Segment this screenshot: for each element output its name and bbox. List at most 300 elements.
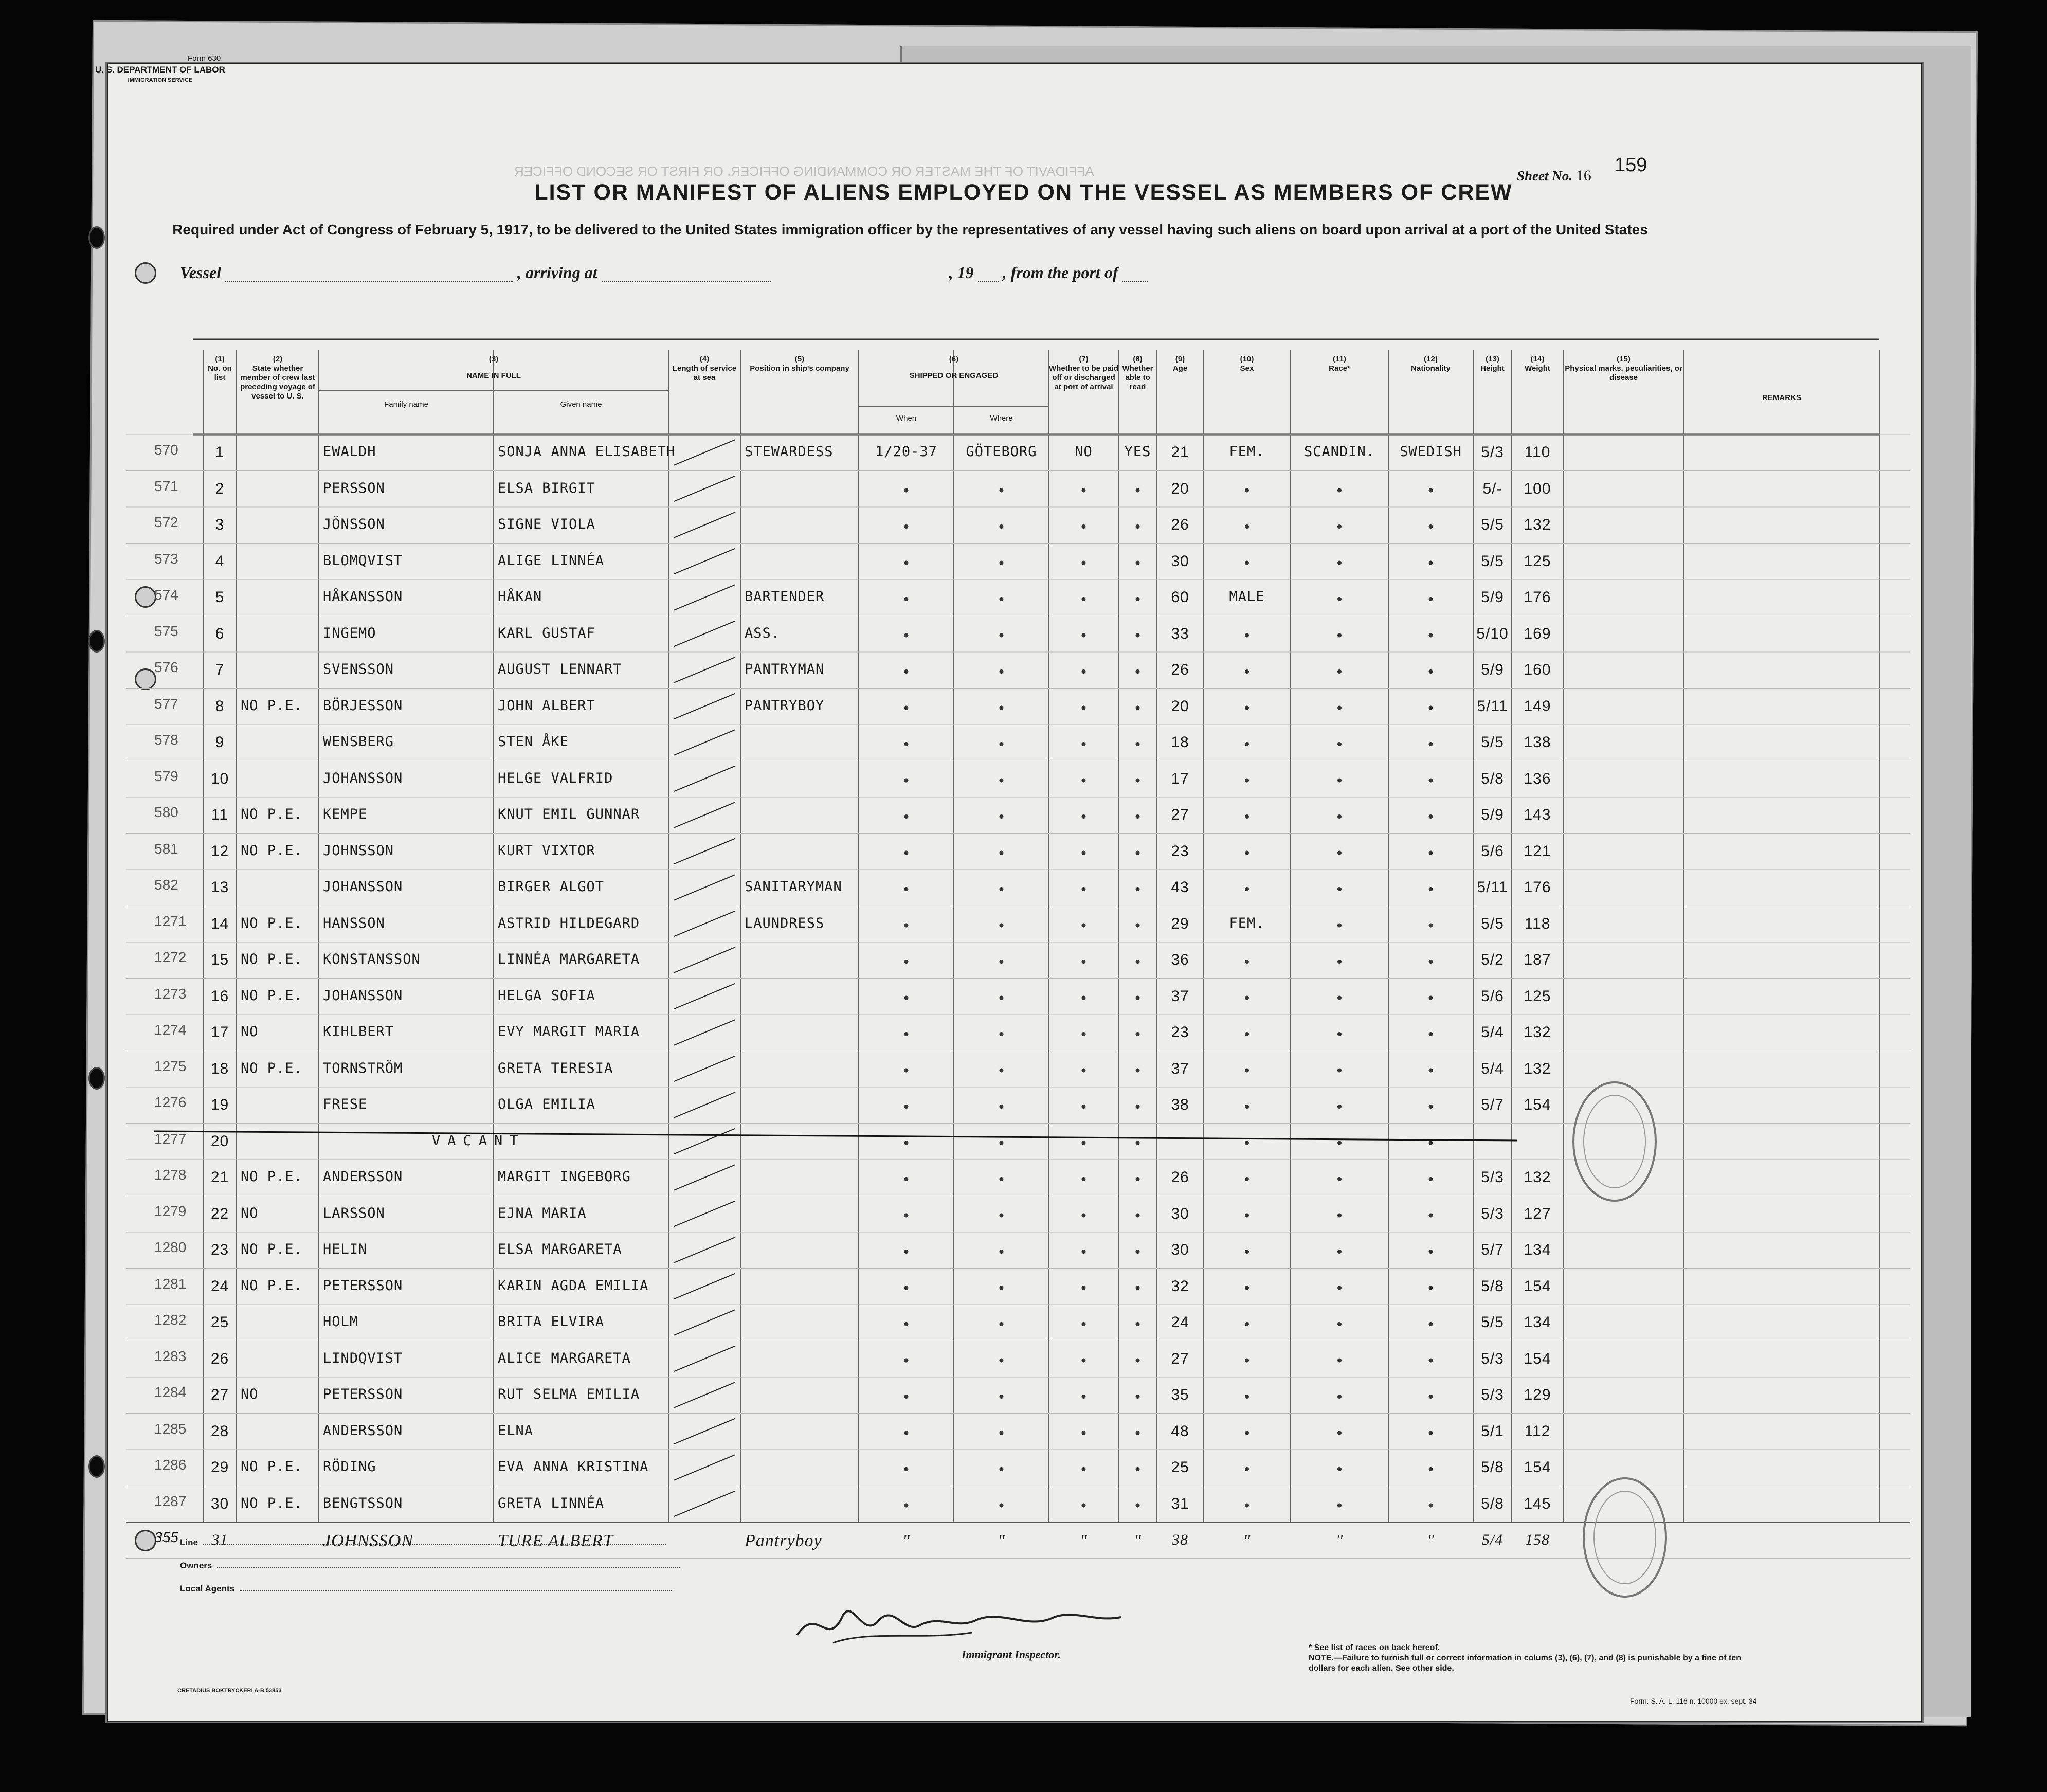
cell-height: 5/5 bbox=[1481, 915, 1504, 932]
cell-family: PERSSON bbox=[323, 480, 385, 496]
cell-weight: 118 bbox=[1524, 915, 1551, 932]
cell-weight: 125 bbox=[1524, 552, 1551, 570]
document-title: LIST OR MANIFEST OF ALIENS EMPLOYED ON THE VESSEL AS MEMBERS OF CREW bbox=[534, 180, 1513, 205]
department-name: U. S. DEPARTMENT OF LABOR bbox=[95, 65, 225, 75]
cell-height: 5/5 bbox=[1481, 516, 1504, 533]
ditto-mark bbox=[1082, 960, 1086, 964]
cell-weight: 138 bbox=[1524, 734, 1551, 751]
ditto-mark bbox=[1337, 1250, 1342, 1254]
cell-weight: 136 bbox=[1524, 770, 1551, 787]
cell-age: 31 bbox=[1171, 1495, 1189, 1512]
ditto-mark bbox=[1337, 561, 1342, 565]
column-number: (2) bbox=[273, 355, 283, 364]
footer-agents-label: Local Agents bbox=[180, 1584, 235, 1594]
cell-family: INGEMO bbox=[323, 625, 376, 641]
column-subheader: Family name bbox=[384, 400, 428, 409]
ditto-mark bbox=[904, 1359, 909, 1363]
ditto-mark bbox=[1245, 706, 1249, 710]
cell-no: 6 bbox=[215, 625, 225, 642]
ditto-mark bbox=[1245, 524, 1249, 529]
line-number: 571 bbox=[154, 478, 178, 494]
column-header bbox=[1118, 355, 1157, 392]
ditto-mark bbox=[1245, 887, 1249, 891]
cell-family: TORNSTRÖM bbox=[323, 1060, 403, 1076]
ditto-mark bbox=[1082, 1032, 1086, 1036]
cell-no: 4 bbox=[215, 552, 225, 570]
cell-given: ASTRID HILDEGARD bbox=[498, 915, 640, 931]
ditto-mark bbox=[1337, 488, 1342, 493]
cell-height: 5/3 bbox=[1481, 1386, 1504, 1403]
ditto-mark bbox=[1245, 1467, 1249, 1471]
ditto-mark bbox=[1429, 561, 1433, 565]
cell-family: BLOMQVIST bbox=[323, 552, 403, 569]
ditto-stroke bbox=[674, 1056, 735, 1082]
ditto-mark bbox=[904, 924, 909, 928]
ditto-mark bbox=[904, 960, 909, 964]
ditto-mark bbox=[1000, 851, 1004, 855]
ditto-mark bbox=[1429, 669, 1433, 674]
sheet-label: Sheet No. bbox=[1517, 168, 1572, 184]
cell-weight: 129 bbox=[1524, 1386, 1551, 1403]
ditto-stroke bbox=[674, 911, 735, 937]
ditto-mark bbox=[1082, 561, 1086, 565]
cell-no: 24 bbox=[210, 1277, 229, 1295]
cell-family: BENGTSSON bbox=[323, 1495, 403, 1511]
ditto-mark bbox=[1429, 779, 1433, 783]
line-number: 1280 bbox=[154, 1239, 187, 1255]
cell-height: 5/4 bbox=[1481, 1024, 1504, 1041]
ditto-mark bbox=[1136, 1359, 1140, 1363]
cell-age: 18 bbox=[1171, 734, 1189, 751]
ditto-mark bbox=[1082, 996, 1086, 1000]
ditto-mark bbox=[904, 1105, 909, 1109]
cell-weight: 158 bbox=[1525, 1531, 1550, 1548]
cell-no: 23 bbox=[210, 1241, 229, 1258]
ditto-mark bbox=[904, 996, 909, 1000]
ditto-mark bbox=[1337, 1069, 1342, 1073]
cell-family: HOLM bbox=[323, 1314, 359, 1330]
ditto-mark bbox=[1136, 1250, 1140, 1254]
cell-family: KEMPE bbox=[323, 806, 368, 822]
cell-family: HÅKANSSON bbox=[323, 589, 403, 605]
cell-given: HÅKAN bbox=[498, 589, 542, 605]
column-header bbox=[237, 355, 319, 401]
column-number: (15) bbox=[1617, 355, 1631, 364]
ditto-mark bbox=[1000, 488, 1004, 493]
cell-prev: NO P.E. bbox=[241, 842, 303, 859]
official-stamp-lower bbox=[1573, 1471, 1676, 1604]
column-label: Sex bbox=[1240, 364, 1254, 373]
cell-no: 14 bbox=[210, 915, 229, 932]
cell-weight: 154 bbox=[1524, 1459, 1551, 1476]
ditto-mark bbox=[1337, 1141, 1342, 1145]
ditto-mark bbox=[1082, 1395, 1086, 1399]
ditto-mark bbox=[904, 1395, 909, 1399]
column-header bbox=[668, 355, 740, 383]
column-header bbox=[1684, 355, 1879, 403]
column-number: (12) bbox=[1424, 355, 1438, 364]
agents-field[interactable] bbox=[240, 1590, 672, 1591]
ditto-mark bbox=[1000, 1141, 1004, 1145]
cell-family: JOHANSSON bbox=[323, 879, 403, 895]
cell-given: KNUT EMIL GUNNAR bbox=[498, 806, 640, 822]
ditto-mark bbox=[1429, 706, 1433, 710]
cell-given: RUT SELMA EMILIA bbox=[498, 1386, 640, 1402]
line-number: 573 bbox=[154, 550, 178, 567]
ditto-mark bbox=[1000, 742, 1004, 746]
cell-prev: NO P.E. bbox=[241, 951, 303, 967]
cell-height: 5/9 bbox=[1481, 806, 1504, 823]
ditto-mark bbox=[1000, 1105, 1004, 1109]
ditto-mark bbox=[1245, 1286, 1249, 1290]
column-label: Position in ship's company bbox=[750, 364, 849, 373]
cell-height: 5/3 bbox=[1481, 1350, 1504, 1367]
ditto-mark bbox=[1000, 887, 1004, 891]
document-subtitle: Required under Act of Congress of February 5, 1917, to be delivered to the United States immigration officer by the representatives of any vessel having such aliens on board upon arrival at a port of the United States bbox=[172, 222, 1648, 238]
ditto-mark bbox=[1000, 1177, 1004, 1181]
cell-height: 5/9 bbox=[1481, 589, 1504, 606]
cell-age: 30 bbox=[1171, 1205, 1189, 1222]
cell-height: 5/3 bbox=[1481, 444, 1504, 461]
ditto-mark bbox=[1082, 706, 1086, 710]
ditto-mark bbox=[1337, 524, 1342, 529]
cell-age: 32 bbox=[1171, 1277, 1189, 1295]
cell-given: HELGE VALFRID bbox=[498, 770, 613, 786]
cell-given: SONJA ANNA ELISABETH bbox=[498, 444, 676, 460]
ditto-mark bbox=[904, 1504, 909, 1508]
ditto-mark bbox=[1337, 779, 1342, 783]
ditto-mark bbox=[904, 561, 909, 565]
cell-where: GÖTEBORG bbox=[966, 444, 1037, 460]
cell-weight: 134 bbox=[1524, 1314, 1551, 1331]
ditto-mark bbox=[1136, 1504, 1140, 1508]
ditto-mark bbox=[904, 669, 909, 674]
cell-height: 5/8 bbox=[1481, 1459, 1504, 1476]
cell-prev: NO P.E. bbox=[241, 697, 303, 714]
cell-given: ALIGE LINNÉA bbox=[498, 552, 605, 569]
cell-sex: FEM. bbox=[1229, 444, 1265, 460]
ditto-mark bbox=[1136, 597, 1140, 601]
ditto-mark bbox=[1429, 488, 1433, 493]
column-header bbox=[1512, 355, 1563, 373]
column-subheader: Where bbox=[990, 414, 1013, 423]
cell-family: KONSTANSSON bbox=[323, 951, 421, 967]
line-number: 577 bbox=[154, 695, 178, 712]
ditto-mark bbox=[1245, 960, 1249, 964]
cell-age: 43 bbox=[1171, 879, 1189, 896]
cell-prev: NO P.E. bbox=[241, 1060, 303, 1076]
column-header bbox=[1563, 355, 1684, 383]
cell-height: 5/6 bbox=[1481, 987, 1504, 1005]
ditto-mark bbox=[1082, 633, 1086, 638]
cell-family: HELIN bbox=[323, 1241, 368, 1257]
ditto-mark bbox=[1082, 1359, 1086, 1363]
line-number: 355 bbox=[154, 1529, 178, 1545]
cell-height: 5/8 bbox=[1481, 1495, 1504, 1512]
column-subheader: When bbox=[896, 414, 917, 423]
cell-position: SANITARYMAN bbox=[745, 879, 842, 895]
line-number: 1284 bbox=[154, 1384, 187, 1400]
ditto-mark bbox=[1245, 1032, 1249, 1036]
cell-age: 60 bbox=[1171, 589, 1189, 606]
owners-field[interactable] bbox=[217, 1567, 680, 1568]
cell-height: 5/- bbox=[1482, 480, 1502, 497]
cell-height: 5/4 bbox=[1481, 1060, 1504, 1077]
ditto-mark bbox=[1245, 669, 1249, 674]
ditto-mark bbox=[1136, 1395, 1140, 1399]
column-label: NAME IN FULL bbox=[466, 371, 521, 380]
ditto-stroke bbox=[674, 1165, 735, 1190]
page-number: 159 bbox=[1615, 154, 1647, 176]
ditto-mark bbox=[904, 706, 909, 710]
ditto-mark bbox=[1082, 1250, 1086, 1254]
ditto-mark bbox=[1245, 814, 1249, 819]
cell-height: 5/10 bbox=[1476, 625, 1509, 642]
ditto-mark bbox=[1136, 1322, 1140, 1326]
cell-age: 29 bbox=[1171, 915, 1189, 932]
ditto-mark bbox=[1136, 706, 1140, 710]
column-number: (13) bbox=[1486, 355, 1499, 364]
cell-no: 25 bbox=[210, 1314, 229, 1331]
column-header bbox=[1157, 355, 1203, 373]
cell-sex: FEM. bbox=[1229, 915, 1265, 931]
column-label: SHIPPED OR ENGAGED bbox=[909, 371, 999, 380]
ditto-mark bbox=[1337, 633, 1342, 638]
ditto-mark bbox=[1000, 1359, 1004, 1363]
ditto-mark bbox=[1429, 1250, 1433, 1254]
cell-given: KARL GUSTAF bbox=[498, 625, 595, 641]
ditto-mark bbox=[1082, 524, 1086, 529]
line-number: 1279 bbox=[154, 1203, 187, 1219]
cell-sex: " bbox=[1243, 1531, 1251, 1550]
ditto-mark bbox=[1082, 1286, 1086, 1290]
ditto-mark bbox=[1429, 887, 1433, 891]
ditto-mark bbox=[1429, 1141, 1433, 1145]
ditto-mark bbox=[1429, 814, 1433, 819]
cell-position: Pantryboy bbox=[745, 1531, 822, 1550]
ditto-mark bbox=[1429, 1032, 1433, 1036]
ditto-stroke bbox=[674, 766, 735, 792]
ditto-mark bbox=[1000, 1431, 1004, 1435]
cell-height: 5/5 bbox=[1481, 1314, 1504, 1331]
cell-height: 5/11 bbox=[1477, 697, 1508, 715]
cell-age: 35 bbox=[1171, 1386, 1189, 1403]
cell-given: MARGIT INGEBORG bbox=[498, 1169, 631, 1185]
cell-height: 5/5 bbox=[1481, 552, 1504, 570]
cell-family: JOHANSSON bbox=[323, 770, 403, 786]
cell-weight: 110 bbox=[1524, 444, 1551, 461]
printer-imprint: CRETADIUS BOKTRYCKERI A-B 53853 bbox=[177, 1688, 282, 1694]
ditto-mark bbox=[1000, 1504, 1004, 1508]
cell-no: 1 bbox=[215, 444, 225, 461]
column-number: (11) bbox=[1333, 355, 1346, 364]
ditto-mark bbox=[904, 597, 909, 601]
ditto-mark bbox=[904, 1177, 909, 1181]
cell-weight: 121 bbox=[1524, 842, 1551, 860]
cell-family: WENSBERG bbox=[323, 734, 394, 750]
ditto-mark bbox=[1000, 669, 1004, 674]
ditto-mark bbox=[1136, 960, 1140, 964]
cell-no: 18 bbox=[210, 1060, 229, 1077]
column-label: Race* bbox=[1329, 364, 1350, 373]
line-number: 1277 bbox=[154, 1130, 187, 1147]
ditto-stroke bbox=[674, 512, 735, 538]
ditto-stroke bbox=[674, 1382, 735, 1408]
inspector-signature bbox=[787, 1594, 1147, 1656]
cell-given: VACANT bbox=[432, 1132, 526, 1149]
ditto-mark bbox=[1337, 1032, 1342, 1036]
ditto-stroke bbox=[674, 1237, 735, 1263]
column-header bbox=[1049, 355, 1118, 392]
column-header bbox=[1291, 355, 1388, 373]
ditto-mark bbox=[1000, 1032, 1004, 1036]
ditto-mark bbox=[1082, 779, 1086, 783]
line-number: 1281 bbox=[154, 1275, 187, 1292]
cell-given: AUGUST LENNART bbox=[498, 661, 622, 677]
ditto-mark bbox=[904, 1032, 909, 1036]
ditto-mark bbox=[1429, 1105, 1433, 1109]
cell-given: ALICE MARGARETA bbox=[498, 1350, 631, 1366]
cell-no: 7 bbox=[215, 661, 225, 678]
ditto-stroke bbox=[674, 947, 735, 973]
cell-weight: 132 bbox=[1524, 516, 1551, 533]
ditto-mark bbox=[1000, 633, 1004, 638]
cell-weight: 112 bbox=[1524, 1422, 1551, 1440]
ditto-mark bbox=[904, 851, 909, 855]
ditto-mark bbox=[1429, 1286, 1433, 1290]
cell-age: 23 bbox=[1171, 842, 1189, 860]
ditto-mark bbox=[1245, 779, 1249, 783]
cell-height: 5/11 bbox=[1477, 879, 1508, 896]
ditto-stroke bbox=[674, 1419, 735, 1444]
cell-position: PANTRYMAN bbox=[745, 661, 825, 677]
cell-no: 28 bbox=[210, 1422, 229, 1440]
cell-age: 20 bbox=[1171, 480, 1189, 497]
ditto-mark bbox=[1082, 1214, 1086, 1218]
ditto-mark bbox=[1245, 742, 1249, 746]
ditto-stroke bbox=[674, 1020, 735, 1045]
cell-age: 38 bbox=[1171, 1096, 1189, 1113]
cell-height: 5/5 bbox=[1481, 734, 1504, 751]
ditto-stroke bbox=[674, 621, 735, 647]
cell-race: " bbox=[1335, 1531, 1344, 1550]
ditto-mark bbox=[1429, 924, 1433, 928]
ditto-mark bbox=[1082, 924, 1086, 928]
line-number: 572 bbox=[154, 514, 178, 530]
ditto-mark bbox=[1429, 960, 1433, 964]
cell-height: 5/8 bbox=[1481, 770, 1504, 787]
ditto-mark bbox=[904, 1322, 909, 1326]
ditto-mark bbox=[1082, 851, 1086, 855]
column-header bbox=[203, 355, 237, 383]
column-label: REMARKS bbox=[1762, 393, 1801, 402]
cell-age: 27 bbox=[1171, 806, 1189, 823]
ditto-stroke bbox=[674, 984, 735, 1009]
cell-given: GRETA TERESIA bbox=[498, 1060, 613, 1076]
cell-age: 26 bbox=[1171, 516, 1189, 533]
cell-given: HELGA SOFIA bbox=[498, 987, 595, 1004]
column-label: Length of service at sea bbox=[672, 364, 737, 382]
cell-when: 1/20-37 bbox=[875, 444, 937, 460]
cell-prev: NO P.E. bbox=[241, 806, 303, 822]
ditto-mark bbox=[1000, 924, 1004, 928]
ditto-mark bbox=[1136, 633, 1140, 638]
cell-weight: 125 bbox=[1524, 987, 1551, 1005]
cell-no: 17 bbox=[210, 1024, 229, 1041]
cell-height: 5/8 bbox=[1481, 1277, 1504, 1295]
ditto-mark bbox=[904, 1467, 909, 1471]
ditto-mark bbox=[1000, 960, 1004, 964]
line-number: 1285 bbox=[154, 1420, 187, 1437]
column-number: (14) bbox=[1530, 355, 1545, 364]
ditto-mark bbox=[1000, 524, 1004, 529]
cell-given: EVA ANNA KRISTINA bbox=[498, 1459, 649, 1475]
column-label: No. on list bbox=[208, 364, 232, 382]
column-header bbox=[1388, 355, 1473, 373]
ditto-mark bbox=[1337, 960, 1342, 964]
ditto-mark bbox=[1136, 488, 1140, 493]
cell-given: ELNA bbox=[498, 1422, 534, 1439]
form-reference: Form. S. A. L. 116 n. 10000 ex. sept. 34 bbox=[1630, 1697, 1757, 1705]
cell-prev: NO P.E. bbox=[241, 987, 303, 1004]
ditto-stroke bbox=[674, 1092, 735, 1118]
cell-family: PETERSSON bbox=[323, 1277, 403, 1294]
ditto-stroke bbox=[674, 875, 735, 900]
ditto-mark bbox=[1429, 742, 1433, 746]
cell-no: 3 bbox=[215, 516, 225, 533]
cell-given: KARIN AGDA EMILIA bbox=[498, 1277, 649, 1294]
ditto-mark bbox=[1429, 1431, 1433, 1435]
column-number: (10) bbox=[1240, 355, 1254, 364]
ditto-mark bbox=[1000, 814, 1004, 819]
ditto-mark bbox=[1337, 851, 1342, 855]
ditto-mark bbox=[1082, 814, 1086, 819]
cell-given: BRITA ELVIRA bbox=[498, 1314, 605, 1330]
ditto-stroke bbox=[674, 730, 735, 755]
ditto-stroke bbox=[674, 585, 735, 610]
ditto-mark bbox=[904, 1431, 909, 1435]
ditto-mark bbox=[904, 1214, 909, 1218]
from-label: , from the port of bbox=[1002, 263, 1118, 282]
ditto-mark bbox=[1337, 1359, 1342, 1363]
line-number: 580 bbox=[154, 804, 178, 820]
ditto-mark bbox=[1136, 1141, 1140, 1145]
ditto-mark bbox=[1429, 1467, 1433, 1471]
ditto-mark bbox=[1082, 887, 1086, 891]
cell-weight: 149 bbox=[1524, 697, 1551, 715]
ditto-mark bbox=[1136, 669, 1140, 674]
cell-weight: 187 bbox=[1524, 951, 1551, 968]
line-field[interactable] bbox=[203, 1544, 666, 1545]
cell-age: 21 bbox=[1171, 444, 1189, 461]
ditto-mark bbox=[904, 1250, 909, 1254]
ditto-stroke bbox=[674, 1201, 735, 1227]
ditto-mark bbox=[1337, 1395, 1342, 1399]
cell-prev: NO P.E. bbox=[241, 1169, 303, 1185]
line-number: 1282 bbox=[154, 1312, 187, 1328]
cell-no: 15 bbox=[210, 951, 229, 968]
ditto-stroke bbox=[674, 802, 735, 828]
ditto-stroke bbox=[674, 1455, 735, 1480]
ditto-mark bbox=[904, 1141, 909, 1145]
ditto-mark bbox=[904, 1069, 909, 1073]
cell-family: BÖRJESSON bbox=[323, 697, 403, 714]
footnote bbox=[1309, 1643, 1751, 1674]
ghost-affidavit-text: AFFIDAVIT OF THE MASTER OR COMMANDING OFFICER, OR FIRST OR SECOND OFFICER bbox=[514, 164, 1094, 179]
ditto-mark bbox=[1245, 1322, 1249, 1326]
column-label: Age bbox=[1172, 364, 1188, 373]
ditto-mark bbox=[1082, 1504, 1086, 1508]
